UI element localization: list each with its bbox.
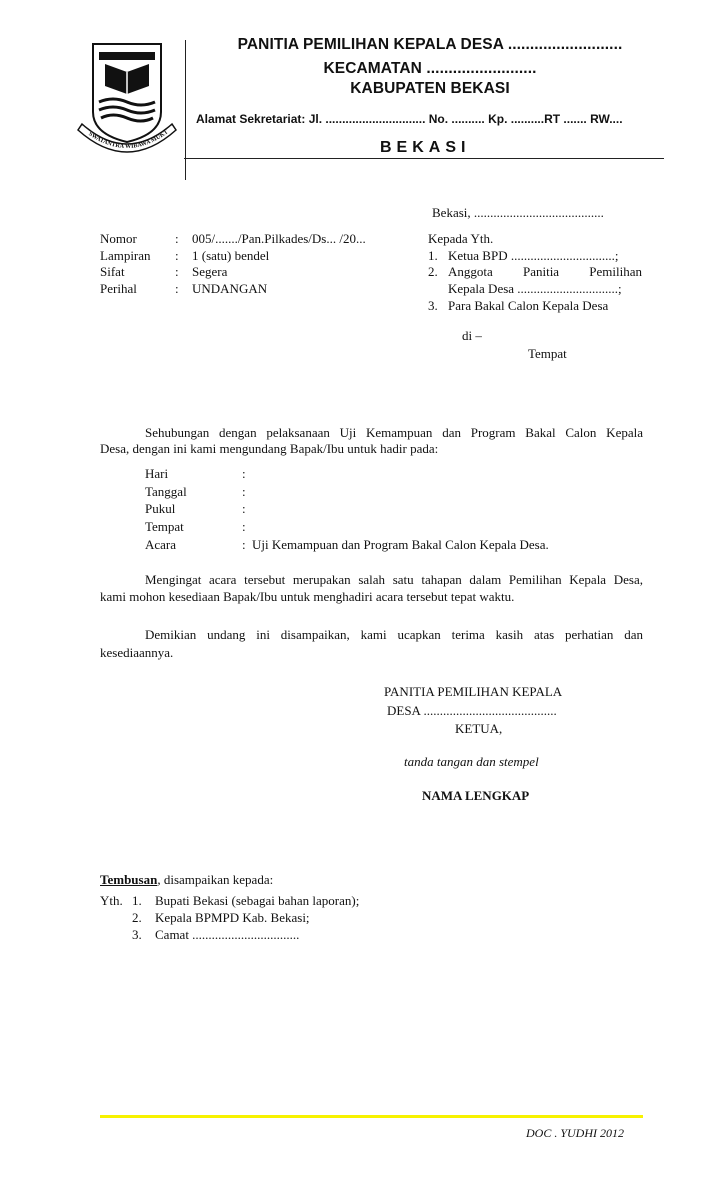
city-name: BEKASI — [380, 139, 471, 156]
meta-value-perihal: UNDANGAN — [192, 281, 268, 296]
paragraph-3-line1: Demikian undang ini disampaikan, kami ucapkan terima kasih atas perhatian dan — [145, 627, 643, 642]
recipient-item: Para Bakal Calon Kepala Desa — [448, 298, 609, 313]
recipient-item: Anggota Panitia Pemilihan — [448, 264, 642, 279]
detail-label-tempat: Tempat — [145, 519, 184, 534]
cc-item: Bupati Bekasi (sebagai bahan laporan); — [155, 893, 360, 908]
cc-heading-line — [100, 872, 273, 888]
recipient-di: di – — [462, 328, 482, 343]
meta-value-lampiran: 1 (satu) bendel — [192, 248, 270, 263]
paragraph-2-line1: Mengingat acara tersebut merupakan salah satu tahapan dalam Pemilihan Kepala Desa, — [145, 572, 643, 587]
detail-sep: : — [242, 519, 246, 534]
meta-sep: : — [175, 248, 179, 263]
meta-value-sifat: Segera — [192, 264, 228, 279]
detail-label-acara: Acara — [145, 537, 177, 552]
recipient-title: Kepada Yth. — [428, 231, 494, 246]
cc-item: Camat ................................. — [155, 927, 300, 942]
recipient-place: Tempat — [528, 346, 567, 361]
recipient-num: 2. — [428, 264, 438, 279]
detail-value-acara: Uji Kemampuan dan Program Bakal Calon Kepala Desa. — [252, 537, 549, 552]
detail-label-hari: Hari — [145, 466, 169, 481]
secretariat-address: Alamat Sekretariat: Jl. .............................. No. .......... Kp. ..........RT ....... RW.... — [196, 112, 623, 126]
detail-sep: : — [242, 484, 246, 499]
detail-label-tanggal: Tanggal — [145, 484, 187, 499]
meta-label-perihal: Perihal — [100, 281, 137, 296]
bekasi-emblem-icon — [75, 42, 179, 160]
recipient-item: Ketua BPD ................................; — [448, 248, 619, 263]
cc-heading: Tembusan — [100, 872, 158, 887]
paragraph-1-line2: Desa, dengan ini kami mengundang Bapak/Ibu untuk hadir pada: — [100, 441, 439, 456]
signature-org-line2: DESA ......................................... — [387, 703, 557, 718]
date-line: Bekasi, ........................................ — [432, 205, 604, 220]
cc-num: 2. — [132, 910, 142, 925]
meta-label-sifat: Sifat — [100, 264, 125, 279]
paragraph-2-line2: kami mohon kesediaan Bapak/Ibu untuk menghadiri acara tersebut tepat waktu. — [100, 589, 515, 604]
cc-num: 3. — [132, 927, 142, 942]
org-title-line2: KECAMATAN ......................... — [323, 60, 537, 77]
svg-text:SWATANTRA WIBAWA MUKTI: SWATANTRA WIBAWA MUKT — [87, 128, 170, 151]
signature-placeholder: tanda tangan dan stempel — [404, 754, 539, 769]
meta-value-nomor: 005/......./Pan.Pilkades/Ds... /20... — [192, 231, 366, 246]
detail-label-pukul: Pukul — [145, 501, 176, 516]
meta-sep: : — [175, 231, 179, 246]
org-title-line3: KABUPATEN BEKASI — [350, 80, 510, 97]
cc-item: Kepala BPMPD Kab. Bekasi; — [155, 910, 310, 925]
cc-heading-rest: , disampaikan kepada: — [157, 872, 274, 887]
meta-label-nomor: Nomor — [100, 231, 137, 246]
meta-sep: : — [175, 264, 179, 279]
detail-sep: : — [242, 501, 246, 516]
recipient-num: 1. — [428, 248, 438, 263]
org-title-line1: PANITIA PEMILIHAN KEPALA DESA .......................... — [237, 36, 623, 53]
cc-num: 1. — [132, 893, 142, 908]
recipient-item-cont: Kepala Desa ...............................; — [448, 281, 622, 296]
paragraph-3-line2: kesediaannya. — [100, 645, 174, 660]
cc-prefix: Yth. — [100, 893, 123, 908]
header-rule — [184, 158, 664, 159]
footer-doc-label: DOC . YUDHI 2012 — [526, 1126, 625, 1140]
footer-rule — [100, 1115, 643, 1118]
signatory-name: NAMA LENGKAP — [422, 788, 530, 803]
signature-org-line1: PANITIA PEMILIHAN KEPALA — [384, 684, 563, 699]
paragraph-1-line1: Sehubungan dengan pelaksanaan Uji Kemampuan dan Program Bakal Calon Kepala — [145, 425, 643, 440]
recipient-num: 3. — [428, 298, 438, 313]
detail-sep: : — [242, 466, 246, 481]
meta-sep: : — [175, 281, 179, 296]
signature-role: KETUA, — [455, 721, 503, 736]
detail-sep: : — [242, 537, 246, 552]
meta-label-lampiran: Lampiran — [100, 248, 151, 263]
